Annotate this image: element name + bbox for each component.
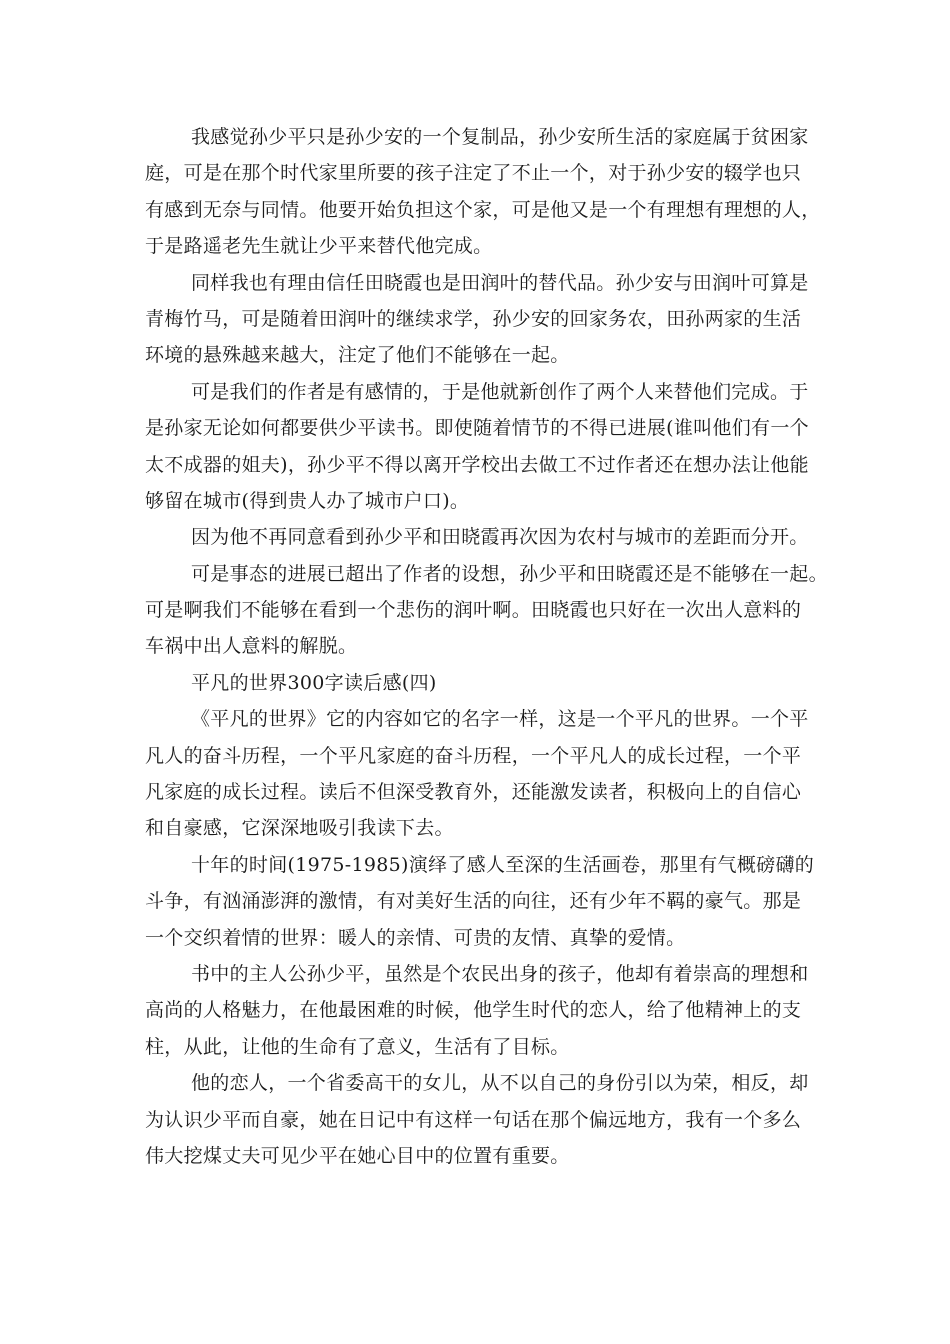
text-line: 一个交织着情的世界：暖人的亲情、可贵的友情、真挚的爱情。 — [145, 926, 686, 949]
text-line: 柱，从此，让他的生命有了意义，生活有了目标。 — [145, 1035, 570, 1058]
text-line: 可是我们的作者是有感情的，于是他就新创作了两个人来替他们完成。于 — [191, 380, 809, 403]
text-line: 凡人的奋斗历程，一个平凡家庭的奋斗历程，一个平凡人的成长过程，一个平 — [145, 744, 802, 767]
text-line: 他的恋人，一个省委高干的女儿，从不以自己的身份引以为荣，相反，却 — [191, 1072, 809, 1095]
text-line: 太不成器的姐夫)，孙少平不得以离开学校出去做工不过作者还在想办法让他能 — [145, 453, 809, 476]
text-line: 平凡的世界300字读后感(四) — [191, 671, 437, 694]
text-line: 凡家庭的成长过程。读后不但深受教育外，还能激发读者，积极向上的自信心 — [145, 781, 802, 804]
text-line: 高尚的人格魅力，在他最困难的时候，他学生时代的恋人，给了他精神上的支 — [145, 999, 802, 1022]
text-line: 够留在城市(得到贵人办了城市户口)。 — [145, 489, 470, 512]
text-line: 我感觉孙少平只是孙少安的一个复制品，孙少安所生活的家庭属于贫困家 — [191, 126, 809, 148]
text-line: 《平凡的世界》它的内容如它的名字一样，这是一个平凡的世界。一个平 — [191, 708, 809, 731]
text-line: 可是事态的进展已超出了作者的设想，孙少平和田晓霞还是不能够在一起。 — [191, 562, 828, 585]
text-line: 书中的主人公孙少平，虽然是个农民出身的孩子，他却有着崇高的理想和 — [191, 962, 809, 985]
text-line: 有感到无奈与同情。他要开始负担这个家，可是他又是一个有理想有理想的人， — [145, 198, 821, 221]
text-line: 同样我也有理由信任田晓霞也是田润叶的替代品。孙少安与田润叶可算是 — [191, 271, 809, 294]
text-line: 青梅竹马，可是随着田润叶的继续求学，孙少安的回家务农，田孙两家的生活 — [145, 307, 802, 330]
text-line: 斗争，有汹涌澎湃的激情，有对美好生活的向往，还有少年不羁的豪气。那是 — [145, 890, 802, 913]
text-line: 于是路遥老先生就让少平来替代他完成。 — [145, 235, 493, 258]
text-line: 车祸中出人意料的解脱。 — [145, 635, 358, 658]
text-line: 为认识少平而自豪，她在日记中有这样一句话在那个偏远地方，我有一个多么 — [145, 1108, 802, 1131]
text-line: 伟大挖煤丈夫可见少平在她心目中的位置有重要。 — [145, 1144, 570, 1167]
text-line: 可是啊我们不能够在看到一个悲伤的润叶啊。田晓霞也只好在一次出人意料的 — [145, 599, 802, 622]
text-line: 和自豪感，它深深地吸引我读下去。 — [145, 817, 454, 840]
text-line: 庭，可是在那个时代家里所要的孩子注定了不止一个，对于孙少安的辍学也只 — [145, 162, 802, 185]
document-body — [145, 119, 828, 1174]
text-line: 环境的悬殊越来越大，注定了他们不能够在一起。 — [145, 344, 570, 367]
text-line: 十年的时间(1975-1985)演绎了感人至深的生活画卷，那里有气概磅礴的 — [191, 853, 815, 876]
text-line: 因为他不再同意看到孙少平和田晓霞再次因为农村与城市的差距而分开。 — [191, 526, 809, 549]
text-line: 是孙家无论如何都要供少平读书。即使随着情节的不得已进展(谁叫他们有一个 — [145, 417, 809, 440]
